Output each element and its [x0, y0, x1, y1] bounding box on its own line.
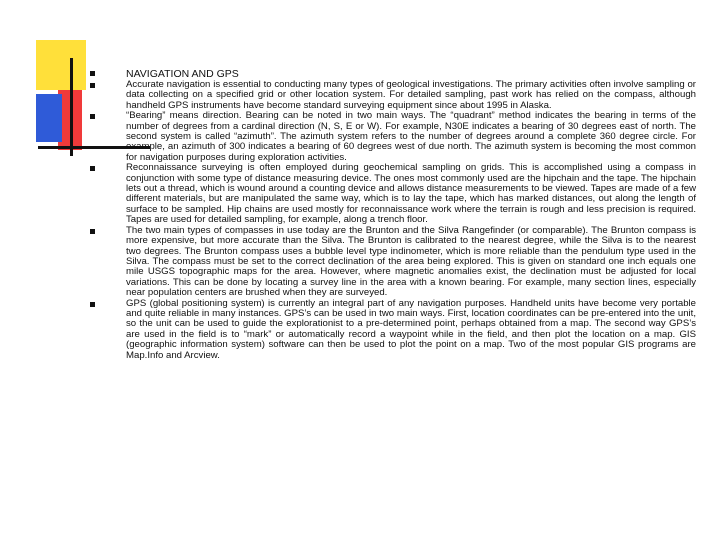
- decor-yellow-square: [36, 40, 86, 90]
- slide-title: NAVIGATION AND GPS: [126, 68, 239, 80]
- bullet-item: [90, 226, 696, 299]
- decor-vertical-line: [70, 58, 73, 156]
- paragraph-text: GPS (global positioning system) is currently an integral part of any navigation purposes. Handheld units have become very portable and quite reliable in many instances. GPS’s can be used in two main ways. First, location coordinates can be pre-entered into the unit, so the unit can be used to guide the explorationist to a pre-determined point, perhaps obtained from a map. The second way GPS’s are used in the field is to “mark” or automatically record a waypoint while in the field, and then plot the location on a map. GIS (geographic information system) software can then be used to plot the point on a map. Two of the most popular GIS programs are Map.Info and Arcview.: [126, 297, 696, 361]
- paragraph-text: Reconnaissance surveying is often employed during geochemical sampling on grids. This is accomplished using a compass in conjunction with some type of distance measuring device. The ones most commonly used are the hipchain and the tape. The hipchain lets out a thread, which is wound around a counting device and allows distance measurements to be viewed. Tapes are made of a few different materials, but are manipulated the same way, which is to lay the tape, which has marked distances, out along the length of surface to be sampled. Hip chains are used mostly for reconnaissance work where the terrain is rough and less precision is required. Tapes are used for detailed sampling, for example, along a trench floor.: [126, 162, 696, 226]
- decor-blue-square: [36, 94, 62, 142]
- bullet-item: [90, 163, 696, 225]
- paragraph-text: “Bearing” means direction. Bearing can be noted in two main ways. The “quadrant” method indicates the bearing in terms of the number of degrees from a cardinal direction (N, S, E or W). For example, N30E indicates a bearing of 30 degrees east of north. The second system is called “azimuth”. The azimuth system refers to the number of degrees around a complete 360 degree circle. For example, an azimuth of 300 indicates a bearing of 60 degrees west of due north. The azimuth system is becoming the most common for navigation purposes during exploration activities.: [126, 110, 696, 163]
- paragraph-text: Accurate navigation is essential to conducting many types of geological investigations. The primary activities often involve sampling or data collecting on a specified grid or other location system. For detailed sampling, past work has relied on the compass, although handheld GPS instruments have become standard surveying equipment since about 1995 in Alaska.: [126, 79, 696, 111]
- bullet-item: [90, 80, 696, 111]
- bullet-item: [90, 111, 696, 163]
- slide-content: [90, 68, 696, 361]
- bullet-item: [90, 299, 696, 361]
- paragraph-text: The two main types of compasses in use today are the Brunton and the Silva Rangefinder (or comparable). The Brunton compass is more expensive, but more accurate than the Silva. The Brunton is calibrated to the nearest degree, while the Silva is to the nearest two degrees. The Brunton compass uses a bubble level type indinometer, which is more reliable than the pendulum type used in the Silva. The compass must be set to the correct declination of the area being explored. This is given on standard one inch equals one mile USGS topographic maps for the area. However, where magnetic anomalies exist, the declination must be adjusted for local variations. This can be done by locating a survey line in the area with a known bearing. For example, many section lines, especially near population centers are brushed when they are surveyed.: [126, 224, 696, 299]
